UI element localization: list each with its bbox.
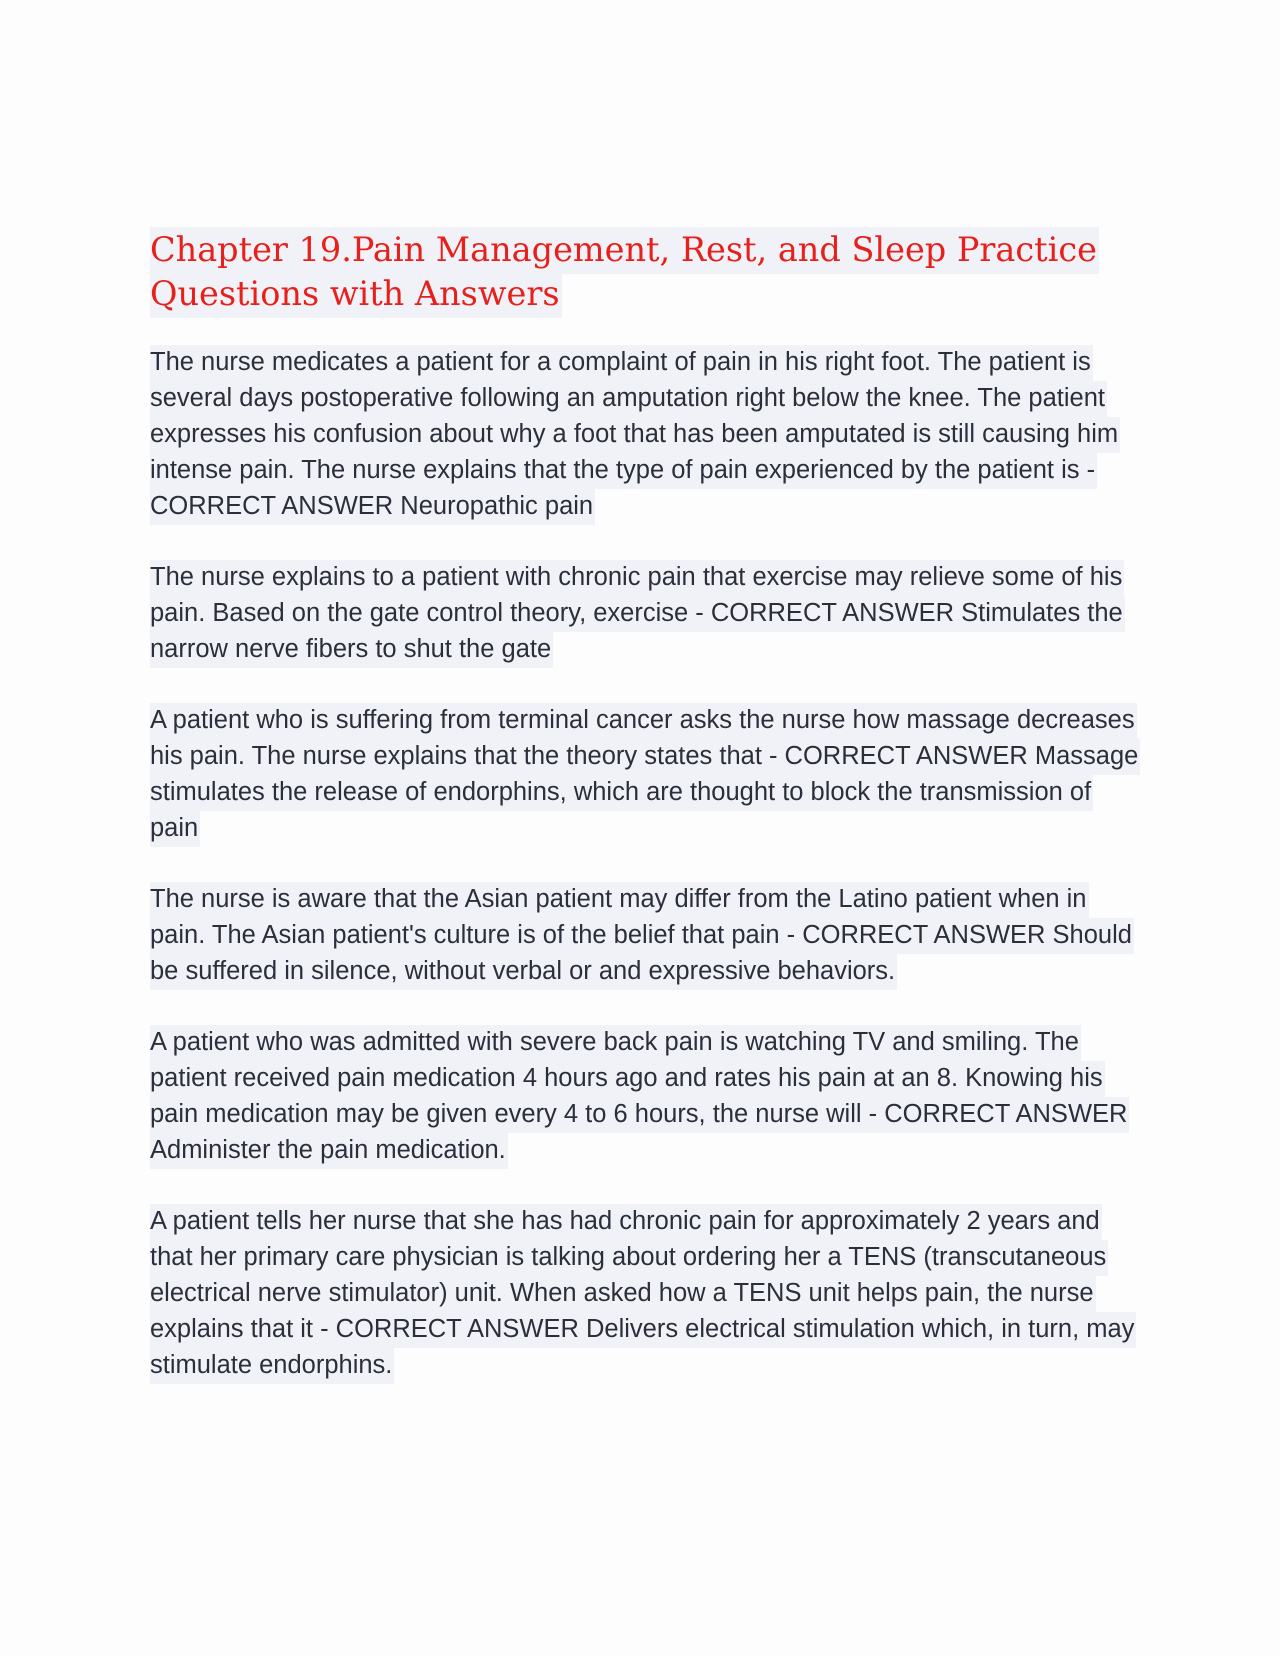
qa-text-3: A patient who is suffering from terminal cancer asks the nurse how massage decreases his pain. The nurse explains that the theory states that - CORRECT ANSWER Massage stimulates the release of endorphins, which are thought to block the transmission of pain (150, 703, 1140, 847)
document-page (150, 228, 1140, 1418)
qa-paragraph-1 (150, 344, 1140, 524)
document-title (150, 228, 1140, 316)
qa-paragraph-2 (150, 559, 1140, 667)
document-title-text: Chapter 19.Pain Management, Rest, and Sleep Practice Questions with Answers (150, 227, 1099, 318)
qa-paragraph-4 (150, 881, 1140, 989)
qa-text-2: The nurse explains to a patient with chronic pain that exercise may relieve some of his pain. Based on the gate control theory, exercise - CORRECT ANSWER Stimulates the narrow nerve fibers to shut the gate (150, 560, 1125, 668)
qa-text-6: A patient tells her nurse that she has had chronic pain for approximately 2 years and that her primary care physician is talking about ordering her a TENS (transcutaneous electrical nerve stimulator) unit. When asked how a TENS unit helps pain, the nurse explains that it - CORRECT ANSWER Delivers electrical stimulation which, in turn, may stimulate endorphins. (150, 1204, 1136, 1384)
qa-paragraph-5 (150, 1024, 1140, 1168)
qa-text-4: The nurse is aware that the Asian patient may differ from the Latino patient when in pain. The Asian patient's culture is of the belief that pain - CORRECT ANSWER Should be suffered in silence, without verbal or and expressive behaviors. (150, 882, 1134, 990)
qa-text-5: A patient who was admitted with severe back pain is watching TV and smiling. The patient received pain medication 4 hours ago and rates his pain at an 8. Knowing his pain medication may be given every 4 to 6 hours, the nurse will - CORRECT ANSWER Administer the pain medication. (150, 1025, 1129, 1169)
qa-paragraph-3 (150, 702, 1140, 846)
qa-paragraph-6 (150, 1203, 1140, 1383)
qa-text-1: The nurse medicates a patient for a complaint of pain in his right foot. The patient is several days postoperative following an amputation right below the knee. The patient expresses his confusion about why a foot that has been amputated is still causing him intense pain. The nurse explains that the type of pain experienced by the patient is - CORRECT ANSWER Neuropathic pain (150, 345, 1120, 525)
